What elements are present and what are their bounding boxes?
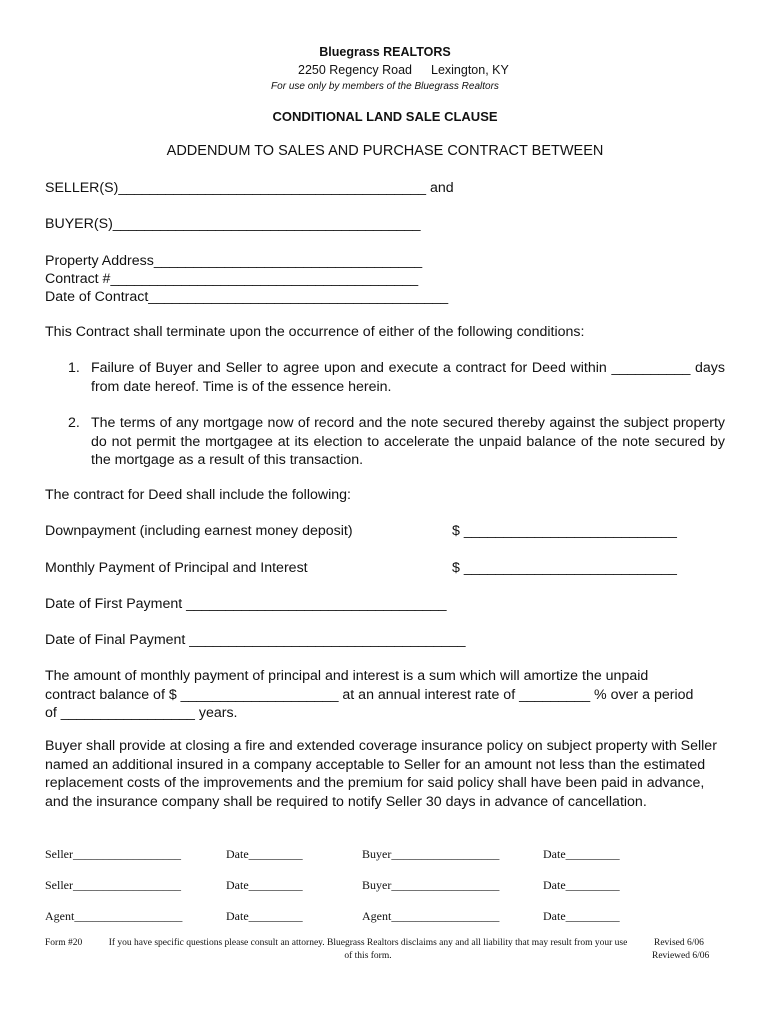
signature-seller-1: Seller__________________ [45, 847, 181, 861]
downpayment-field: $ ___________________________ [452, 523, 677, 539]
downpayment-label: Downpayment (including earnest money deposit) [45, 523, 353, 539]
first-payment-line: Date of First Payment _________________________________ [45, 596, 447, 612]
property-address-line: Property Address__________________________________ [45, 253, 423, 269]
signature-agent-1: Agent__________________ [45, 909, 183, 923]
form-number: Form #20 [45, 938, 83, 948]
signature-date: Date_________ [226, 847, 303, 861]
condition-1-number: 1. [68, 360, 80, 376]
usage-note: For use only by members of the Bluegrass Realtors [271, 81, 499, 92]
final-payment-line: Date of Final Payment ___________________________________ [45, 632, 466, 648]
form-subtitle: ADDENDUM TO SALES AND PURCHASE CONTRACT BETWEEN [166, 143, 604, 159]
signature-seller-2: Seller__________________ [45, 878, 181, 892]
form-title: CONDITIONAL LAND SALE CLAUSE [272, 109, 498, 124]
insurance-paragraph: Buyer shall provide at closing a fire and extended coverage insurance policy on subject property with Seller named an additional insured in a company acceptable to Seller for an amount not less than the estimated replacement costs of the improvements and the premium for said policy shall have been paid in advance, and the insurance company shall be required to notify Seller 30 days in advance of cancellation. [45, 738, 717, 810]
revised-date: Revised 6/06 [654, 938, 704, 948]
buyer-line: BUYER(S)_______________________________________ [45, 216, 421, 232]
signature-date: Date_________ [226, 878, 303, 892]
contract-number-line: Contract #_______________________________________ [45, 271, 419, 287]
deed-intro: The contract for Deed shall include the following: [45, 487, 351, 503]
terminate-intro: This Contract shall terminate upon the occurrence of either of the following conditions: [45, 324, 585, 340]
signature-date: Date_________ [226, 909, 303, 923]
condition-2-text: The terms of any mortgage now of record and the note secured thereby against the subject property do not permit the mortgagee at its election to accelerate the unpaid balance of the note secured by the mortgage as a result of this transaction. [91, 415, 725, 468]
org-name: Bluegrass REALTORS [319, 45, 451, 59]
monthly-payment-field: $ ___________________________ [452, 560, 677, 576]
monthly-payment-label: Monthly Payment of Principal and Interest [45, 560, 308, 576]
signature-date: Date_________ [543, 909, 620, 923]
signature-date: Date_________ [543, 847, 620, 861]
reviewed-date: Reviewed 6/06 [652, 951, 710, 961]
signature-date: Date_________ [543, 878, 620, 892]
seller-line: SELLER(S)_______________________________________ and [45, 180, 454, 196]
footer-disclaimer: If you have specific questions please consult an attorney. Bluegrass Realtors disclaims any and all liability that may result from your use of this form. [108, 938, 628, 961]
amortize-paragraph: The amount of monthly payment of principal and interest is a sum which will amortize the unpaid contract balance of $ ____________________ at an annual interest rate of _________ % over a period of _________________ years. [45, 668, 694, 721]
org-city: Lexington, KY [431, 63, 509, 77]
org-street: 2250 Regency Road [298, 63, 412, 77]
contract-date-line: Date of Contract______________________________________ [45, 289, 449, 305]
signature-buyer-2: Buyer__________________ [362, 878, 500, 892]
condition-1-text: Failure of Buyer and Seller to agree upon and execute a contract for Deed within __________ days from date hereof. Time is of the essence herein. [91, 360, 725, 395]
signature-agent-2: Agent__________________ [362, 909, 500, 923]
condition-2-number: 2. [68, 415, 80, 431]
signature-buyer-1: Buyer__________________ [362, 847, 500, 861]
